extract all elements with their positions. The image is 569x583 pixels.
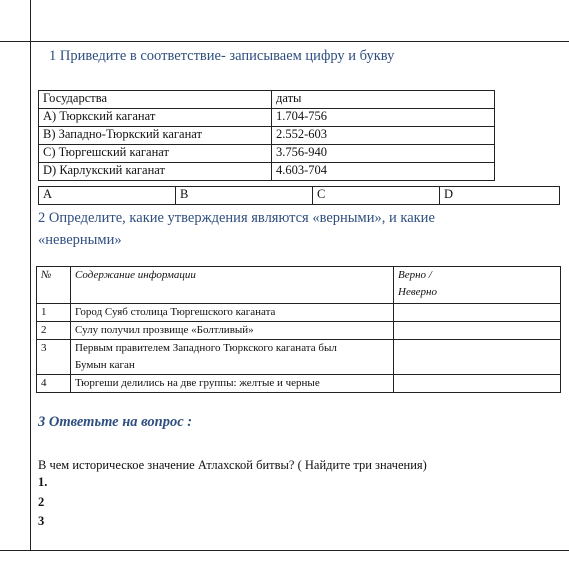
- bottom-rule: [0, 550, 569, 551]
- verdict-cell[interactable]: [394, 304, 561, 322]
- state-cell: D) Карлукский каганат: [39, 163, 272, 181]
- statement-cell: Город Суяб столица Тюргешского каганата: [71, 304, 394, 322]
- date-cell: 3.756-940: [272, 145, 495, 163]
- table-row: [39, 127, 495, 145]
- verdict-cell[interactable]: [394, 322, 561, 340]
- row-number: 3: [37, 340, 71, 375]
- date-cell: 2.552-603: [272, 127, 495, 145]
- state-cell: A) Тюркский каганат: [39, 109, 272, 127]
- row-number: 1: [37, 304, 71, 322]
- q2-table: [36, 266, 561, 393]
- statement-cell: [71, 340, 394, 375]
- q1-answer-table: [38, 186, 560, 205]
- col-header-dates: даты: [272, 91, 495, 109]
- answer-item-1[interactable]: 1.: [38, 475, 48, 489]
- answer-item-2[interactable]: 2: [38, 495, 45, 509]
- q2-title-line2: «неверными»: [38, 232, 122, 248]
- col-header-no: №: [37, 267, 71, 304]
- table-row: [39, 145, 495, 163]
- left-border: [30, 0, 31, 551]
- statement-line-1: Первым правителем Западного Тюркского каганата был: [75, 342, 337, 354]
- table-row: [39, 109, 495, 127]
- top-rule: [0, 41, 569, 42]
- verdict-cell[interactable]: [394, 340, 561, 375]
- row-number: 4: [37, 375, 71, 393]
- answer-cell-b[interactable]: B: [176, 187, 313, 205]
- table-row: [37, 340, 561, 375]
- answer-cell-c[interactable]: C: [313, 187, 440, 205]
- date-cell: 1.704-756: [272, 109, 495, 127]
- verdict-cell[interactable]: [394, 375, 561, 393]
- q3-question: В чем историческое значение Атлахской битвы? ( Найдите три значения): [38, 458, 427, 472]
- statement-cell: Сулу получил прозвище «Болтливый»: [71, 322, 394, 340]
- table-row: [37, 304, 561, 322]
- answer-item-3[interactable]: 3: [38, 514, 45, 528]
- table-row: [37, 267, 561, 304]
- q3-title: 3 Ответьте на вопрос :: [38, 414, 193, 430]
- col-header-states: Государства: [39, 91, 272, 109]
- statement-line-2: Бумын каган: [75, 359, 135, 371]
- col-header-verdict: [394, 267, 561, 304]
- answer-cell-a[interactable]: A: [39, 187, 176, 205]
- col-header-content: Содержание информации: [71, 267, 394, 304]
- state-cell: C) Тюргешский каганат: [39, 145, 272, 163]
- table-row: [37, 375, 561, 393]
- verdict-label-2: Неверно: [398, 286, 437, 298]
- row-number: 2: [37, 322, 71, 340]
- table-row: [39, 163, 495, 181]
- q2-title-line1: 2 Определите, какие утверждения являются «верными», и какие: [38, 210, 435, 226]
- q1-table: [38, 90, 495, 181]
- statement-cell: Тюргеши делились на две группы: желтые и черные: [71, 375, 394, 393]
- q1-title: 1 Приведите в соответствие- записываем цифру и букву: [49, 48, 395, 64]
- table-row: [39, 91, 495, 109]
- table-row: [37, 322, 561, 340]
- table-row: [39, 187, 560, 205]
- state-cell: B) Западно-Тюркский каганат: [39, 127, 272, 145]
- answer-cell-d[interactable]: D: [440, 187, 560, 205]
- verdict-label-1: Верно /: [398, 269, 432, 281]
- date-cell: 4.603-704: [272, 163, 495, 181]
